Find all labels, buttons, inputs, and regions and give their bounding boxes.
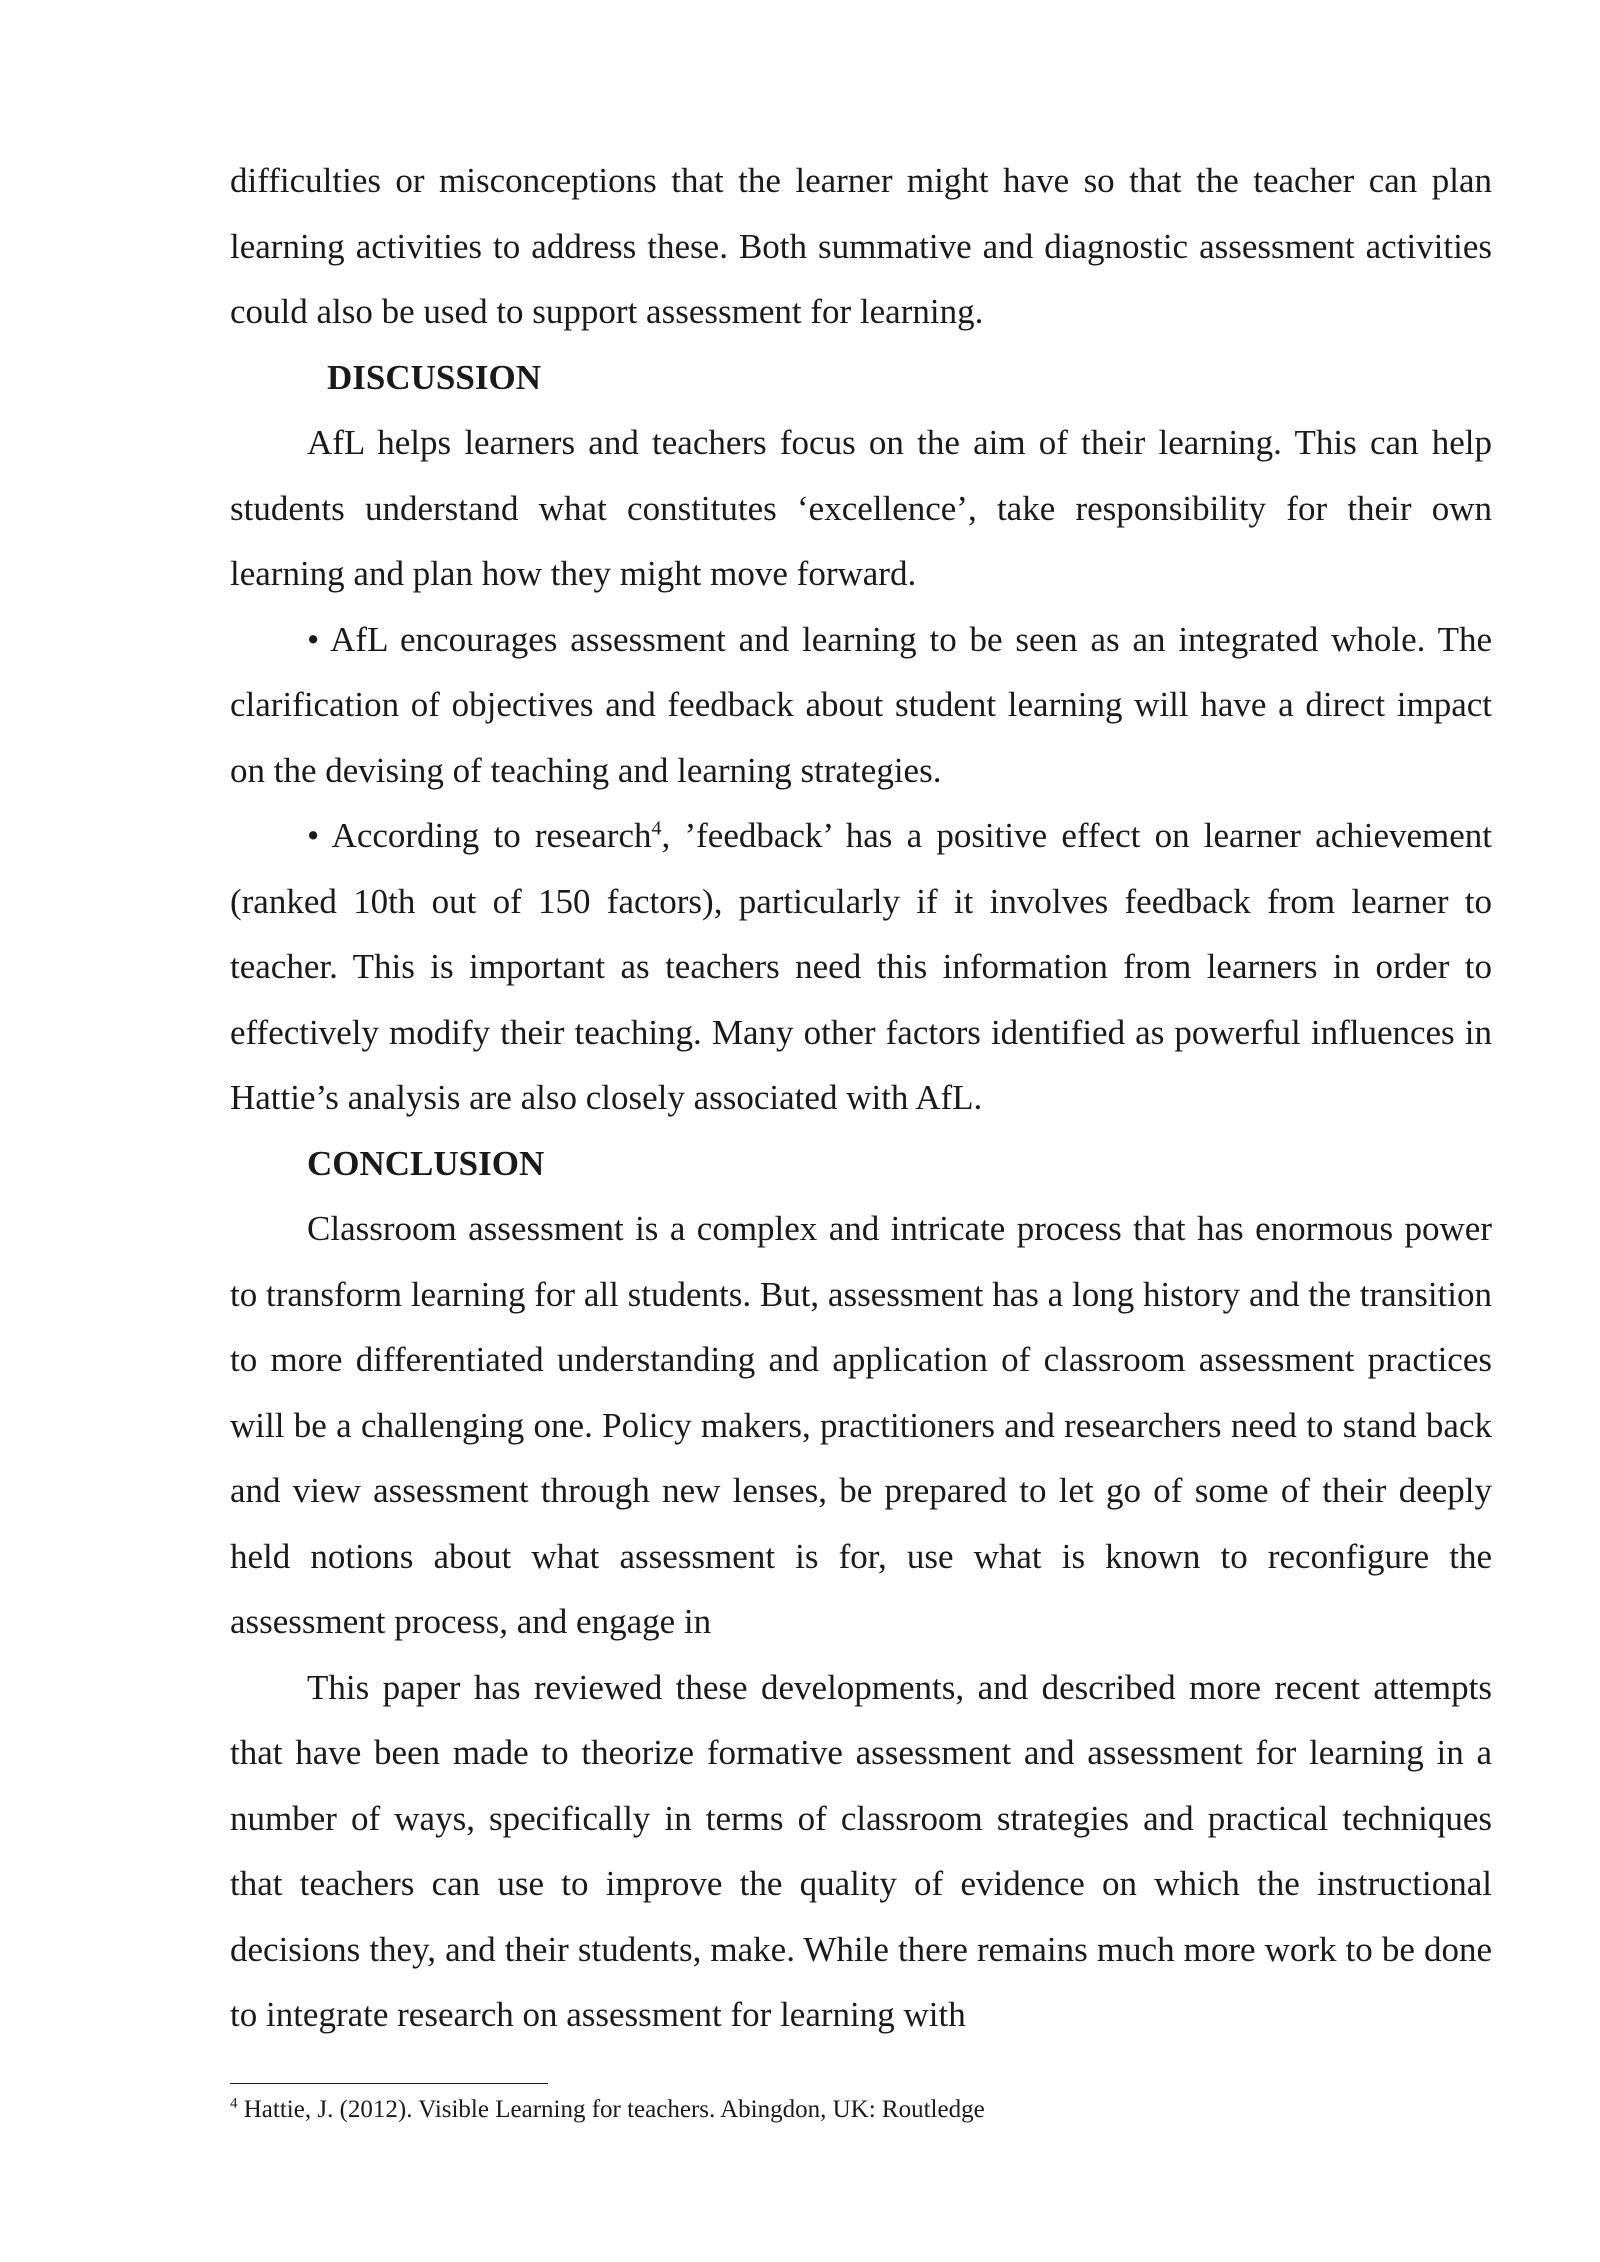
discussion-heading: DISCUSSION xyxy=(327,357,541,397)
body-text xyxy=(230,148,1492,2048)
conclusion-heading: CONCLUSION xyxy=(307,1143,545,1183)
bullet-paragraph-integrated-whole: • AfL encourages assessment and learning to be seen as an integrated whole. The clarification of objectives and feedback about student learning will have a direct impact on the devising of teaching and learning strategies. xyxy=(230,619,1492,790)
paragraph-classroom-assessment: Classroom assessment is a complex and intricate process that has enormous power to transform learning for all students. But, assessment has a long history and the transition to more differentiated understanding and application of classroom assessment practices will be a challenging one. Policy makers, practitioners and researchers need to stand back and view assessment through new lenses, be prepared to let go of some of their deeply held notions about what assessment is for, use what is known to reconfigure the assessment process, and engage in xyxy=(230,1209,1492,1641)
paragraph-continuation: difficulties or misconceptions that the learner might have so that the teacher can plan learning activities to address these. Both summative and diagnostic assessment activities could also be used to support assessment for learning. xyxy=(230,161,1492,331)
footnote-separator xyxy=(230,2083,548,2084)
paragraph-text-segment: , ’feedback’ has a positive effect on learner achievement (ranked 10th out of 150 factors), particularly if it involves feedback from learner to teacher. This is important as teachers need this information from learners in order to effectively modify their teaching. Many other factors identified as powerful influences in Hattie’s analysis are also closely associated with AfL. xyxy=(230,816,1493,1117)
footnote-text: Hattie, J. (2012). Visible Learning for teachers. Abingdon, UK: Routledge xyxy=(237,2096,985,2123)
paragraph-paper-review: This paper has reviewed these developments, and described more recent attempts that have been made to theorize formative assessment and assessment for learning in a number of ways, specifically in terms of classroom strategies and practical techniques that teachers can use to improve the quality of evidence on which the instructional decisions they, and their students, make. While there remains much more work to be done to integrate research on assessment for learning with xyxy=(230,1667,1492,2034)
paragraph-text-segment: • According to research xyxy=(307,816,652,855)
footnote xyxy=(230,2093,1492,2127)
bullet-paragraph-feedback-research xyxy=(230,803,1492,1131)
paragraph-afl-focus: AfL helps learners and teachers focus on the aim of their learning. This can help students understand what constitutes ‘excellence’, take responsibility for their own learning and plan how they might move forward. xyxy=(230,423,1492,593)
footnote-reference: 4 xyxy=(651,817,662,840)
footnote-marker: 4 xyxy=(230,2095,238,2112)
